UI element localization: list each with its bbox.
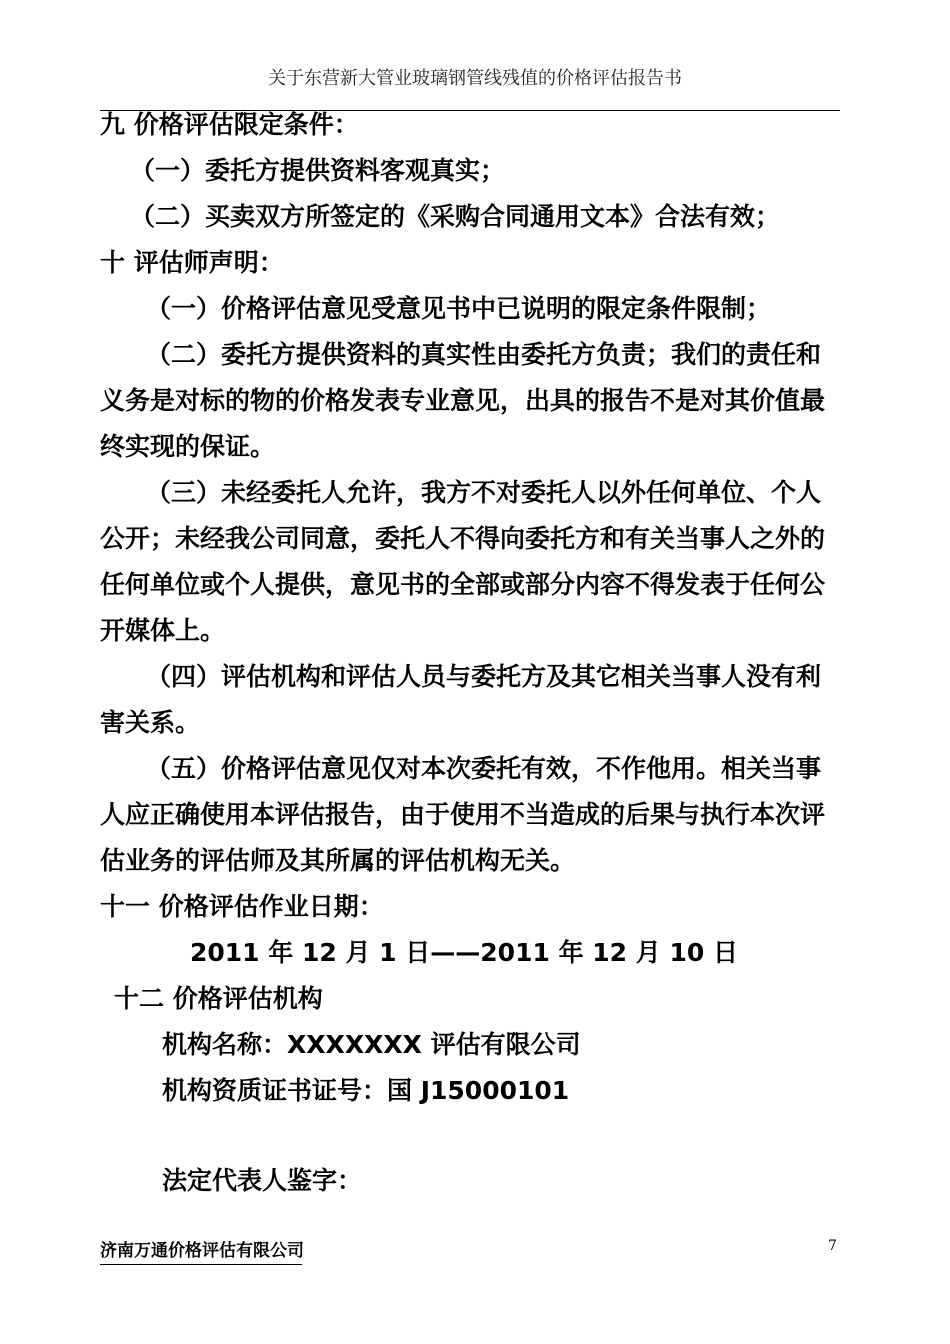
section-11-date-range: 2011 年 12 月 1 日——2011 年 12 月 10 日: [190, 938, 738, 967]
section-10-item-1: （一）价格评估意见受意见书中已说明的限定条件限制；: [146, 294, 772, 323]
section-10-item-3-line-4: 开媒体上。: [100, 616, 226, 645]
footer-page-number: 7: [828, 1238, 837, 1254]
section-10-item-5-line-1: （五）价格评估意见仅对本次委托有效，不作他用。相关当事: [146, 754, 822, 783]
section-9-item-2: （二）买卖双方所签定的《采购合同通用文本》合法有效；: [130, 202, 781, 231]
section-10-item-4-line-1: （四）评估机构和评估人员与委托方及其它相关当事人没有利: [146, 662, 822, 691]
section-10-item-4-line-2: 害关系。: [100, 708, 201, 737]
section-11-heading: 十一 价格评估作业日期：: [100, 892, 384, 921]
section-10-item-3-line-2: 公开；未经我公司同意，委托人不得向委托方和有关当事人之外的: [100, 524, 826, 553]
section-10-item-5-line-2: 人应正确使用本评估报告，由于使用不当造成的后果与执行本次评: [100, 800, 826, 829]
section-10-item-3-line-1: （三）未经委托人允许，我方不对委托人以外任何单位、个人: [146, 478, 822, 507]
section-12-cert-number: 机构资质证书证号：国 J15000101: [162, 1076, 570, 1105]
section-10-item-2-line-1: （二）委托方提供资料的真实性由委托方负责；我们的责任和: [146, 340, 822, 369]
section-12-signature-label: 法定代表人鉴字：: [162, 1166, 363, 1195]
section-12-heading: 十二 价格评估机构: [114, 984, 323, 1013]
footer-company-name: 济南万通价格评估有限公司: [100, 1236, 302, 1265]
section-10-item-2-line-2: 义务是对标的物的价格发表专业意见，出具的报告不是对其价值最: [100, 386, 826, 415]
section-12-org-name: 机构名称：XXXXXXX 评估有限公司: [162, 1030, 581, 1059]
section-10-item-2-line-3: 终实现的保证。: [100, 432, 276, 461]
section-10-item-3-line-3: 任何单位或个人提供，意见书的全部或部分内容不得发表于任何公: [100, 570, 826, 599]
section-9-item-1: （一）委托方提供资料客观真实；: [130, 156, 506, 185]
signature-spacer: [100, 1114, 840, 1158]
document-body: [100, 102, 840, 1204]
running-header-title: 关于东营新大管业玻璃钢管线残值的价格评估报告书: [268, 68, 682, 89]
section-10-item-5-line-3: 估业务的评估师及其所属的评估机构无关。: [100, 846, 576, 875]
section-10-heading: 十 评估师声明：: [100, 248, 284, 277]
section-9-heading: 九 价格评估限定条件：: [100, 110, 359, 139]
